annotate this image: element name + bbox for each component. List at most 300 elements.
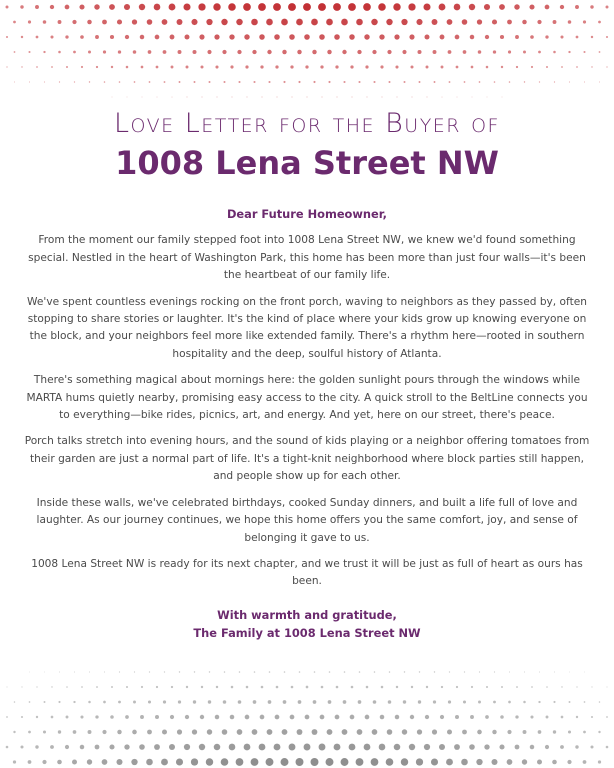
title-line-1: Love Letter for the Buyer of bbox=[114, 108, 500, 139]
decorative-dot bbox=[568, 730, 571, 733]
decorative-dot bbox=[454, 4, 461, 11]
decorative-dot bbox=[313, 81, 315, 83]
decorative-dot bbox=[193, 700, 196, 703]
decorative-dot bbox=[169, 744, 175, 750]
decorative-dot bbox=[155, 35, 160, 40]
decorative-dot bbox=[304, 744, 311, 751]
decorative-dot bbox=[500, 35, 504, 39]
decorative-dot bbox=[545, 35, 548, 38]
decorative-dot bbox=[411, 686, 413, 688]
decorative-dot bbox=[119, 671, 120, 672]
decorative-dot bbox=[21, 66, 22, 67]
decorative-dot bbox=[524, 81, 525, 82]
decorative-dot bbox=[124, 744, 129, 749]
decorative-dot bbox=[58, 730, 61, 733]
decorative-dot bbox=[139, 4, 145, 10]
decorative-dot bbox=[463, 50, 467, 54]
decorative-dot bbox=[191, 19, 197, 25]
decorative-dot bbox=[126, 66, 129, 69]
decorative-dot bbox=[358, 700, 362, 704]
decorative-dot bbox=[401, 19, 407, 25]
decorative-dot bbox=[492, 730, 496, 734]
decorative-dot bbox=[424, 34, 429, 39]
decorative-dot bbox=[312, 729, 318, 735]
decorative-dot bbox=[493, 50, 496, 53]
decorative-dot bbox=[29, 82, 30, 83]
decorative-dot bbox=[561, 716, 564, 719]
decorative-dot bbox=[328, 700, 332, 704]
decorative-dot bbox=[243, 3, 251, 11]
decorative-dot bbox=[448, 700, 451, 703]
decorative-dot bbox=[419, 671, 420, 672]
decorative-dot bbox=[350, 715, 355, 720]
decorative-dot bbox=[73, 701, 75, 703]
decorative-dot bbox=[546, 686, 548, 688]
decorative-dot bbox=[584, 672, 585, 673]
decorative-dot bbox=[461, 759, 468, 766]
decorative-dot bbox=[215, 715, 220, 720]
decorative-dot bbox=[43, 730, 46, 733]
decorative-dot bbox=[29, 701, 31, 703]
decorative-dot bbox=[434, 671, 435, 672]
decorative-dot bbox=[322, 97, 323, 98]
decorative-dot bbox=[374, 671, 376, 673]
decorative-dot bbox=[333, 3, 341, 11]
letter-body bbox=[20, 206, 594, 600]
decorative-dot bbox=[349, 744, 356, 751]
dot-pattern-bottom bbox=[0, 650, 614, 768]
decorative-dot bbox=[221, 19, 227, 25]
decorative-dot bbox=[484, 4, 490, 10]
decorative-dot bbox=[94, 4, 99, 9]
decorative-dot bbox=[267, 729, 273, 735]
decorative-dot bbox=[423, 3, 430, 10]
decorative-dot bbox=[44, 81, 45, 82]
decorative-dot bbox=[156, 686, 158, 688]
decorative-dot bbox=[386, 758, 394, 766]
decorative-dot bbox=[6, 716, 8, 718]
decorative-dot bbox=[57, 760, 62, 765]
decorative-dot bbox=[538, 730, 542, 734]
decorative-dot bbox=[238, 81, 240, 83]
decorative-dot bbox=[479, 671, 480, 672]
decorative-dot bbox=[590, 745, 593, 748]
decorative-dot bbox=[598, 760, 601, 763]
decorative-dot bbox=[546, 716, 549, 719]
decorative-dot bbox=[327, 729, 333, 735]
decorative-dot bbox=[149, 81, 151, 83]
decorative-dot bbox=[524, 671, 525, 672]
decorative-dot bbox=[363, 3, 371, 11]
decorative-dot bbox=[454, 744, 460, 750]
decorative-dot bbox=[258, 3, 266, 11]
decorative-dot bbox=[259, 744, 266, 751]
decorative-dot bbox=[88, 701, 91, 704]
decorative-dot bbox=[584, 701, 586, 703]
decorative-dot bbox=[342, 729, 348, 735]
paragraph-6: 1008 Lena Street NW is ready for its next chapter, and we trust it will be just as full of heart as ours has been. bbox=[31, 557, 583, 588]
decorative-dot bbox=[134, 81, 136, 83]
decorative-dot bbox=[208, 700, 211, 703]
decorative-dot bbox=[59, 672, 60, 673]
decorative-dot bbox=[289, 744, 296, 751]
decorative-dot bbox=[148, 700, 151, 703]
decorative-dot bbox=[416, 19, 422, 25]
decorative-dot bbox=[569, 672, 570, 673]
decorative-dot bbox=[507, 20, 512, 25]
decorative-dot bbox=[560, 35, 563, 38]
decorative-dot bbox=[440, 715, 444, 719]
decorative-dot bbox=[432, 729, 437, 734]
decorative-dot bbox=[7, 687, 8, 688]
decorative-dot bbox=[448, 50, 452, 54]
decorative-dot bbox=[21, 686, 22, 687]
decorative-dot bbox=[246, 686, 249, 689]
decorative-dot bbox=[222, 50, 226, 54]
decorative-dot bbox=[539, 81, 540, 82]
decorative-dot bbox=[350, 65, 353, 68]
decorative-dot bbox=[591, 36, 593, 38]
decorative-dot bbox=[501, 66, 503, 68]
decorative-dot bbox=[409, 744, 415, 750]
decorative-dot bbox=[186, 686, 188, 688]
decorative-dot bbox=[28, 51, 30, 53]
decorative-dot bbox=[326, 758, 334, 766]
decorative-dot bbox=[142, 97, 143, 98]
decorative-dot bbox=[431, 758, 438, 765]
decorative-dot bbox=[14, 51, 16, 53]
decorative-dot bbox=[357, 729, 363, 735]
decorative-dot bbox=[297, 729, 303, 735]
decorative-dot bbox=[194, 671, 195, 672]
decorative-dot bbox=[379, 34, 384, 39]
decorative-dot bbox=[132, 19, 137, 24]
decorative-dot bbox=[194, 81, 196, 83]
decorative-dot bbox=[50, 745, 54, 749]
decorative-dot bbox=[58, 51, 61, 54]
decorative-dot bbox=[139, 744, 145, 750]
decorative-dot bbox=[341, 19, 348, 26]
decorative-dot bbox=[283, 81, 285, 83]
decorative-dot bbox=[486, 686, 488, 688]
decorative-dot bbox=[290, 715, 295, 720]
decorative-dot bbox=[446, 759, 453, 766]
decorative-dot bbox=[66, 686, 68, 688]
decorative-dot bbox=[146, 759, 153, 766]
decorative-dot bbox=[177, 19, 183, 25]
decorative-dot bbox=[568, 20, 572, 24]
decorative-dot bbox=[401, 758, 408, 765]
decorative-dot bbox=[515, 745, 520, 750]
decorative-dot bbox=[395, 715, 400, 720]
title-address: 1008 Lena Street NW bbox=[115, 144, 499, 182]
decorative-dot bbox=[171, 686, 173, 688]
decorative-dot bbox=[171, 66, 174, 69]
decorative-dot bbox=[202, 97, 203, 98]
decorative-dot bbox=[133, 701, 136, 704]
decorative-dot bbox=[236, 758, 244, 766]
decorative-dot bbox=[80, 715, 83, 718]
decorative-dot bbox=[457, 97, 458, 98]
decorative-dot bbox=[349, 34, 355, 40]
decorative-dot bbox=[127, 97, 128, 98]
decorative-dot bbox=[334, 34, 340, 40]
decorative-dot bbox=[251, 758, 259, 766]
decorative-dot bbox=[337, 97, 338, 98]
decorative-dot bbox=[213, 3, 220, 10]
decorative-dot bbox=[223, 81, 225, 83]
decorative-dot bbox=[318, 3, 326, 11]
decorative-dot bbox=[514, 4, 519, 9]
decorative-dot bbox=[28, 20, 31, 23]
decorative-dot bbox=[464, 671, 465, 672]
decorative-dot bbox=[321, 686, 324, 689]
decorative-dot bbox=[522, 759, 527, 764]
decorative-dot bbox=[51, 66, 53, 68]
decorative-dot bbox=[281, 758, 289, 766]
decorative-dot bbox=[523, 730, 527, 734]
dot-pattern-top bbox=[0, 0, 614, 110]
decorative-dot bbox=[199, 744, 205, 750]
decorative-dot bbox=[508, 701, 511, 704]
decorative-dot bbox=[184, 34, 189, 39]
decorative-dot bbox=[51, 686, 52, 687]
decorative-dot bbox=[289, 34, 295, 40]
decorative-dot bbox=[509, 81, 511, 83]
decorative-dot bbox=[73, 730, 77, 734]
decorative-dot bbox=[531, 686, 533, 688]
decorative-dot bbox=[199, 34, 204, 39]
decorative-dot bbox=[358, 81, 360, 83]
decorative-dot bbox=[583, 51, 585, 53]
decorative-dot bbox=[192, 729, 197, 734]
decorative-dot bbox=[162, 19, 168, 25]
decorative-dot bbox=[508, 50, 511, 53]
decorative-dot bbox=[50, 35, 53, 38]
decorative-dot bbox=[373, 81, 375, 83]
decorative-dot bbox=[471, 66, 474, 69]
decorative-dot bbox=[388, 700, 392, 704]
decorative-dot bbox=[554, 81, 555, 82]
decorative-dot bbox=[546, 66, 548, 68]
decorative-dot bbox=[21, 36, 23, 38]
decorative-dot bbox=[464, 81, 466, 83]
decorative-dot bbox=[502, 97, 503, 98]
decorative-dot bbox=[223, 700, 227, 704]
decorative-dot bbox=[501, 686, 503, 688]
decorative-dot bbox=[200, 715, 204, 719]
decorative-dot bbox=[598, 731, 600, 733]
decorative-dot bbox=[311, 758, 319, 766]
decorative-dot bbox=[493, 701, 496, 704]
decorative-dot bbox=[43, 51, 45, 53]
decorative-dot bbox=[178, 700, 181, 703]
decorative-dot bbox=[449, 81, 451, 83]
decorative-dot bbox=[296, 19, 303, 26]
decorative-dot bbox=[14, 82, 15, 83]
decorative-dot bbox=[183, 3, 190, 10]
decorative-dot bbox=[366, 686, 369, 689]
decorative-dot bbox=[200, 65, 203, 68]
decorative-dot bbox=[13, 731, 15, 733]
decorative-dot bbox=[402, 729, 407, 734]
decorative-dot bbox=[365, 65, 368, 68]
decorative-dot bbox=[469, 4, 475, 10]
decorative-dot bbox=[403, 700, 406, 703]
decorative-dot bbox=[471, 686, 473, 688]
decorative-dot bbox=[499, 744, 504, 749]
decorative-dot bbox=[365, 715, 370, 720]
decorative-dot bbox=[103, 50, 106, 53]
decorative-dot bbox=[537, 760, 542, 765]
decorative-dot bbox=[418, 700, 421, 703]
decorative-dot bbox=[305, 65, 308, 68]
decorative-dot bbox=[244, 744, 251, 751]
decorative-dot bbox=[576, 686, 577, 687]
decorative-dot bbox=[102, 20, 107, 25]
decorative-dot bbox=[606, 746, 609, 749]
decorative-dot bbox=[372, 729, 378, 735]
decorative-dot bbox=[110, 35, 114, 39]
decorative-dot bbox=[356, 758, 364, 766]
decorative-dot bbox=[36, 686, 37, 687]
decorative-dot bbox=[132, 730, 137, 735]
decorative-dot bbox=[336, 686, 339, 689]
decorative-dot bbox=[348, 3, 356, 11]
decorative-dot bbox=[187, 97, 188, 98]
decorative-dot bbox=[404, 671, 405, 672]
decorative-dot bbox=[268, 81, 270, 83]
decorative-dot bbox=[531, 66, 533, 68]
decorative-dot bbox=[43, 20, 47, 24]
decorative-dot bbox=[516, 686, 518, 688]
decorative-dot bbox=[157, 97, 158, 98]
salutation: Dear Future Homeowner, bbox=[226, 207, 388, 221]
decorative-dot bbox=[591, 686, 592, 687]
decorative-dot bbox=[112, 97, 113, 98]
decorative-dot bbox=[299, 671, 301, 673]
paragraph-2: We've spent countless evenings rocking on the front porch, waving to neighbors as they passed by, often stopping to share stories or laughter. It's the kind of place where your kids grow up knowing everyone on the block, and your neighbors feel more like extended family. There's a rhythm here—rooted in southern hospitality and the deep, soulful history of Atlanta. bbox=[27, 295, 587, 360]
decorative-dot bbox=[393, 3, 400, 10]
decorative-dot bbox=[417, 729, 422, 734]
decorative-dot bbox=[28, 731, 31, 734]
decorative-dot bbox=[281, 19, 288, 26]
decorative-dot bbox=[260, 715, 265, 720]
decorative-dot bbox=[529, 4, 534, 9]
decorative-dot bbox=[177, 729, 182, 734]
decorative-dot bbox=[20, 745, 23, 748]
decorative-dot bbox=[491, 759, 497, 765]
decorative-dot bbox=[367, 97, 368, 98]
decorative-dot bbox=[530, 715, 533, 718]
decorative-dot bbox=[599, 51, 601, 53]
decorative-dot bbox=[140, 715, 144, 719]
decorative-dot bbox=[499, 4, 505, 10]
decorative-dot bbox=[89, 671, 90, 672]
decorative-dot bbox=[523, 701, 526, 704]
decorative-dot bbox=[275, 715, 280, 720]
decorative-dot bbox=[412, 97, 413, 98]
decorative-dot bbox=[20, 5, 23, 8]
decorative-dot bbox=[522, 20, 527, 25]
decorative-dot bbox=[116, 759, 122, 765]
decorative-dot bbox=[607, 687, 608, 688]
decorative-dot bbox=[96, 66, 98, 68]
decorative-dot bbox=[284, 671, 286, 673]
decorative-dot bbox=[552, 760, 557, 765]
decorative-dot bbox=[307, 97, 308, 98]
decorative-dot bbox=[169, 4, 176, 11]
decorative-dot bbox=[102, 730, 106, 734]
decorative-dot bbox=[214, 744, 221, 751]
decorative-dot bbox=[397, 97, 398, 98]
decorative-dot bbox=[109, 744, 114, 749]
decorative-dot bbox=[306, 686, 309, 689]
decorative-dot bbox=[298, 700, 302, 704]
decorative-dot bbox=[292, 97, 293, 98]
decorative-dot bbox=[357, 50, 361, 54]
decorative-dot bbox=[433, 700, 436, 703]
decorative-dot bbox=[472, 97, 473, 98]
decorative-dot bbox=[395, 65, 398, 68]
decorative-dot bbox=[312, 50, 316, 54]
decorative-dot bbox=[125, 715, 129, 719]
decorative-dot bbox=[507, 759, 513, 765]
decorative-dot bbox=[456, 686, 458, 688]
decorative-dot bbox=[426, 66, 429, 69]
decorative-dot bbox=[13, 760, 16, 763]
decorative-dot bbox=[304, 34, 310, 40]
decorative-dot bbox=[215, 65, 218, 68]
decorative-dot bbox=[554, 672, 555, 673]
decorative-dot bbox=[381, 686, 384, 689]
decorative-dot bbox=[380, 715, 385, 720]
decorative-dot bbox=[606, 6, 609, 9]
decorative-dot bbox=[442, 97, 443, 98]
decorative-dot bbox=[222, 729, 228, 735]
decorative-dot bbox=[320, 65, 323, 68]
decorative-dot bbox=[470, 35, 475, 40]
decorative-dot bbox=[198, 3, 205, 10]
decorative-dot bbox=[253, 700, 257, 704]
decorative-dot bbox=[387, 729, 393, 735]
decorative-dot bbox=[140, 35, 145, 40]
decorative-dot bbox=[342, 50, 346, 54]
decorative-dot bbox=[485, 35, 489, 39]
decorative-dot bbox=[463, 700, 466, 703]
decorative-dot bbox=[156, 66, 159, 69]
decorative-dot bbox=[487, 97, 488, 98]
decorative-dot bbox=[35, 745, 38, 748]
decorative-dot bbox=[313, 700, 317, 704]
decorative-dot bbox=[515, 35, 519, 39]
decorative-dot bbox=[179, 81, 181, 83]
closing-line-1: With warmth and gratitude, bbox=[217, 608, 397, 622]
decorative-dot bbox=[125, 35, 129, 39]
decorative-dot bbox=[598, 21, 601, 24]
decorative-dot bbox=[419, 81, 421, 83]
closing bbox=[0, 606, 614, 642]
decorative-dot bbox=[117, 730, 121, 734]
decorative-dot bbox=[569, 81, 570, 82]
decorative-dot bbox=[569, 701, 571, 703]
decorative-dot bbox=[335, 715, 340, 720]
decorative-dot bbox=[462, 730, 467, 735]
closing-signature: The Family at 1008 Lena Street NW bbox=[193, 626, 421, 640]
decorative-dot bbox=[176, 758, 183, 765]
decorative-dot bbox=[553, 701, 555, 703]
decorative-dot bbox=[238, 700, 242, 704]
